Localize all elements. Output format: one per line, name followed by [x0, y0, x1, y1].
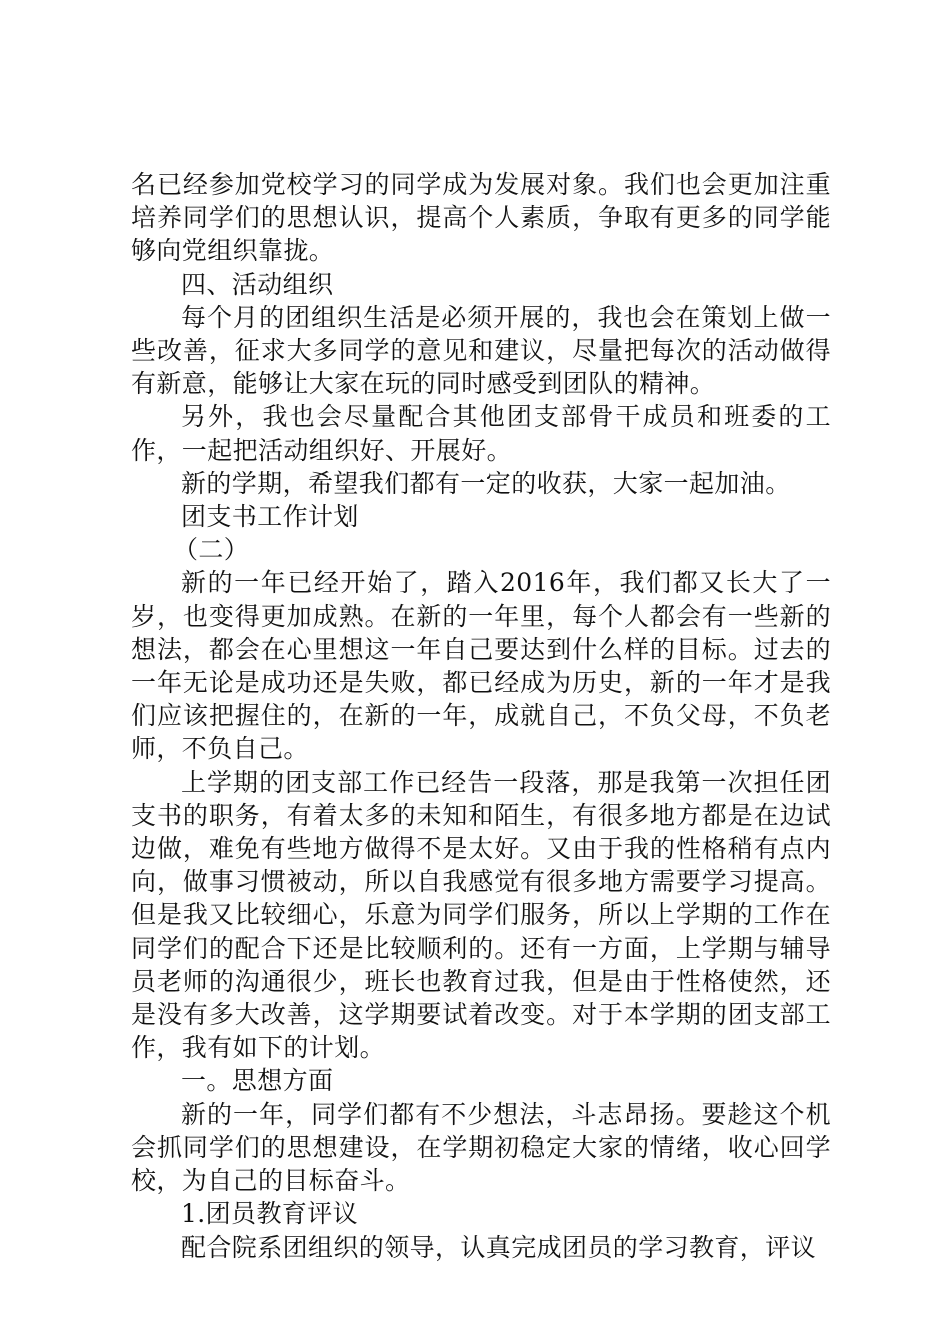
paragraph-evaluation: 配合院系团组织的领导，认真完成团员的学习教育，评议 — [181, 1232, 817, 1262]
paragraph-thought: 新的一年，同学们都有不少想法，斗志昂扬。要趁这个机会抓同学们的思想建设，在学期初稳定大家的情绪，收心回学校，为自己的目标奋斗。 — [131, 1099, 831, 1196]
document-subtitle: （二） — [173, 535, 250, 565]
paragraph-last-semester: 上学期的团支部工作已经告一段落，那是我第一次担任团支书的职务，有着太多的未知和陌生，有很多地方都是在边试边做，难免有些地方做得不是太好。又由于我的性格稍有点内向，做事习惯被动，所以自我感觉有很多地方需要学习提高。但是我又比较细心，乐意为同学们服务，所以上学期的工作在同学们的配合下还是比较顺利的。还有一方面，上学期与辅导员老师的沟通很少，班长也教育过我，但是由于性格使然，还是没有多大改善，这学期要试着改变。对于本学期的团支部工作，我有如下的计划。 — [131, 767, 831, 1063]
section-heading-activity: 四、活动组织 — [181, 269, 334, 299]
paragraph-closing: 新的学期，希望我们都有一定的收获，大家一起加油。 — [181, 468, 791, 498]
paragraph-cooperation: 另外，我也会尽量配合其他团支部骨干成员和班委的工作，一起把活动组织好、开展好。 — [131, 402, 831, 465]
section-heading-thought: 一。思想方面 — [181, 1066, 334, 1096]
paragraph-continuation: 名已经参加党校学习的同学成为发展对象。我们也会更加注重培养同学们的思想认识，提高个人素质，争取有更多的同学能够向党组织靠拢。 — [131, 170, 831, 266]
paragraph-new-year: 新的一年已经开始了，踏入2016年，我们都又长大了一岁，也变得更加成熟。在新的一年里，每个人都会有一些新的想法，都会在心里想这一年自己要达到什么样的目标。过去的一年无论是成功还是失败，都已经成为历史，新的一年才是我们应该把握住的，在新的一年，成就自己，不负父母，不负老师，不负自己。 — [131, 568, 831, 764]
document-title: 团支书工作计划 — [181, 502, 359, 532]
subsection-heading-evaluation: 1.团员教育评议 — [181, 1199, 359, 1229]
paragraph-activity: 每个月的团组织生活是必须开展的，我也会在策划上做一些改善，征求大多同学的意见和建议，尽量把每次的活动做得有新意，能够让大家在玩的同时感受到团队的精神。 — [131, 302, 831, 399]
document-body — [131, 168, 831, 1264]
